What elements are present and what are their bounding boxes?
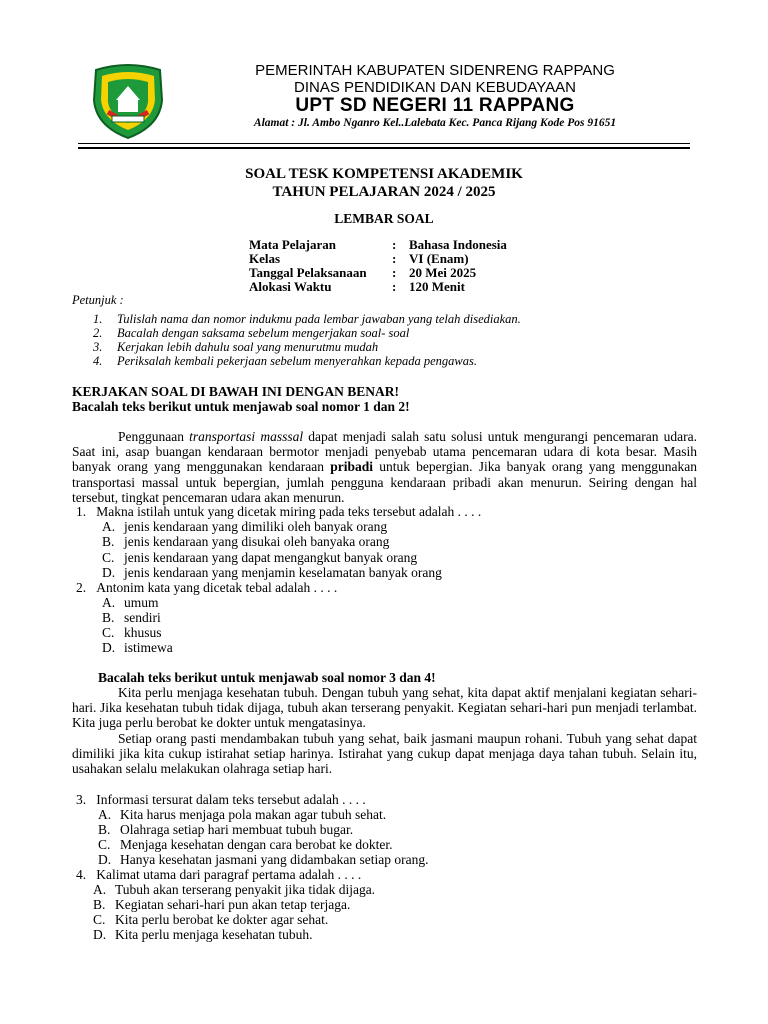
question-1: 1. Makna istilah untuk yang dicetak miring pada teks tersebut adalah . . . . <box>76 504 482 519</box>
instruction-item: 1. Tulislah nama dan nomor indukmu pada lembar jawaban yang telah disediakan. <box>93 312 521 326</box>
school-name: UPT SD NEGERI 11 RAPPANG <box>295 95 575 116</box>
option: A. jenis kendaraan yang dimiliki oleh banyak orang <box>102 519 388 534</box>
question-2: 2. Antonim kata yang dicetak tebal adalah . . . . <box>76 580 338 595</box>
header-line-1: PEMERINTAH KABUPATEN SIDENRENG RAPPANG <box>255 62 615 79</box>
option: B. sendiri <box>102 610 161 625</box>
school-address: Alamat : Jl. Ambo Nganro Kel..Lalebata Kec. Panca Rijang Kode Pos 91651 <box>253 117 617 129</box>
option: A. Kita harus menjaga pola makan agar tubuh sehat. <box>98 807 387 822</box>
info-value: 20 Mei 2025 <box>409 265 477 280</box>
info-sep: : <box>392 237 397 252</box>
info-sep: : <box>392 265 397 280</box>
option: B. Kegiatan sehari-hari pun akan tetap terjaga. <box>93 897 351 912</box>
exam-title: SOAL TESK KOMPETENSI AKADEMIK <box>245 166 523 182</box>
option: D. Kita perlu menjaga kesehatan tubuh. <box>93 927 313 942</box>
info-value: Bahasa Indonesia <box>409 237 507 252</box>
info-sep: : <box>392 279 397 294</box>
italic-term: transportasi masssal <box>189 429 304 444</box>
section-heading: KERJAKAN SOAL DI BAWAH INI DENGAN BENAR! <box>72 384 400 399</box>
option: C. Menjaga kesehatan dengan cara berobat ke dokter. <box>98 837 393 852</box>
option: B. jenis kendaraan yang disukai oleh banyaka orang <box>102 534 390 549</box>
instruction-item: 4. Periksalah kembali pekerjaan sebelum menyerahkan kepada pengawas. <box>93 354 477 368</box>
section-subheading: Bacalah teks berikut untuk menjawab soal nomor 3 dan 4! <box>98 670 436 685</box>
option: B. Olahraga setiap hari membuat tubuh bugar. <box>98 822 354 837</box>
option: A. Tubuh akan terserang penyakit jika tidak dijaga. <box>93 882 376 897</box>
reading-passage-1: Penggunaan transportasi masssal dapat menjadi salah satu solusi untuk mengurangi pencemaran udara. Saat ini, asap buangan kendaraan bermotor menjadi penyebab utama pencemaran udara di kota besar. Masih banyak orang yang menggunakan kendaraan pribadi untuk bepergian. Jika banyak orang yang menggunakan transportasi massal untuk bepergian, jumlah pengguna kendaraan pribadi akan menurun. Seiring dengan hal tersebut, tingkat pencemaran udara akan menurun. <box>72 429 697 505</box>
school-logo <box>86 60 170 140</box>
instructions-label: Petunjuk : <box>72 293 124 307</box>
option: D. jenis kendaraan yang menjamin keselamatan banyak orang <box>102 565 442 580</box>
info-label: Kelas <box>249 251 281 266</box>
option: A. umum <box>102 595 159 610</box>
section-subheading: Bacalah teks berikut untuk menjawab soal nomor 1 dan 2! <box>72 399 410 414</box>
info-label: Mata Pelajaran <box>249 237 337 252</box>
info-label: Alokasi Waktu <box>249 279 332 294</box>
instruction-item: 3. Kerjakan lebih dahulu soal yang menurutmu mudah <box>93 340 379 354</box>
question-4: 4. Kalimat utama dari paragraf pertama adalah . . . . <box>76 867 362 882</box>
option: C. khusus <box>102 625 162 640</box>
sheet-label: LEMBAR SOAL <box>334 211 434 226</box>
option: C. Kita perlu berobat ke dokter agar sehat. <box>93 912 329 927</box>
info-value: 120 Menit <box>409 279 465 294</box>
option: D. Hanya kesehatan jasmani yang didambakan setiap orang. <box>98 852 429 867</box>
info-label: Tanggal Pelaksanaan <box>249 265 367 280</box>
bold-term: pribadi <box>330 459 373 475</box>
exam-year: TAHUN PELAJARAN 2024 / 2025 <box>272 184 496 200</box>
reading-passage-3: Setiap orang pasti mendambakan tubuh yang sehat, baik jasmani maupun rohani. Tubuh yang sehat dapat dimiliki jika kita cukup istirahat setiap harinya. Istirahat yang cukup dapat menjaga daya tahan tubuh. Selain itu, usahakan selalu melakukan olahraga setiap hari. <box>72 731 697 777</box>
header-line-2: DINAS PENDIDIKAN DAN KEBUDAYAAN <box>293 79 576 96</box>
instruction-item: 2. Bacalah dengan saksama sebelum mengerjakan soal- soal <box>93 326 410 340</box>
header-rule-bottom <box>78 147 690 149</box>
info-value: VI (Enam) <box>409 251 469 266</box>
option: C. jenis kendaraan yang dapat mengangkut banyak orang <box>102 550 418 565</box>
question-3: 3. Informasi tersurat dalam teks tersebut adalah . . . . <box>76 792 366 807</box>
option: D. istimewa <box>102 640 173 655</box>
info-sep: : <box>392 251 397 266</box>
reading-passage-2: Kita perlu menjaga kesehatan tubuh. Dengan tubuh yang sehat, kita dapat aktif menjalani kegiatan sehari-hari. Jika kesehatan tubuh tidak dijaga, tubuh akan terserang penyakit. Kegiatan sehari-hari pun menjadi terlambat. Kita juga perlu berobat ke dokter untuk mengatasinya. <box>72 685 697 731</box>
header-rule-top <box>78 143 690 144</box>
